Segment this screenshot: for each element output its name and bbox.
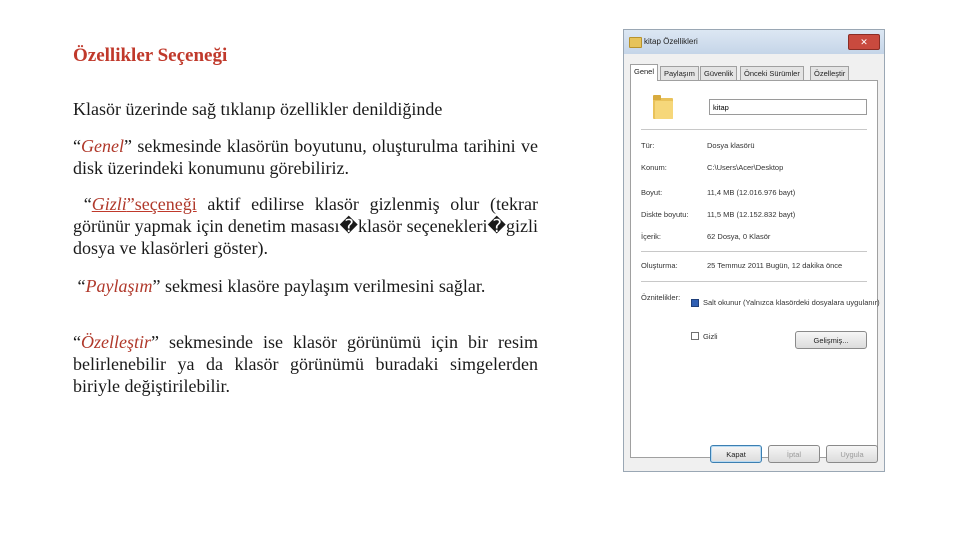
- paragraph-genel: [73, 135, 538, 179]
- term-gizli-suffix: ”seçeneği: [126, 194, 197, 214]
- close-button[interactable]: ✕: [848, 34, 880, 50]
- dialog-title: kitap Özellikleri: [644, 37, 698, 46]
- general-panel: [630, 80, 878, 458]
- paragraph-paylasim: [73, 275, 538, 297]
- tab-sharing[interactable]: Paylaşım: [660, 66, 699, 80]
- type-label: Tür:: [641, 141, 655, 150]
- term-gizli: Gizli: [91, 194, 127, 214]
- divider: [641, 251, 867, 252]
- divider: [641, 129, 867, 130]
- intro-text: Klasör üzerinde sağ tıklanıp özellikler denildiğinde: [73, 99, 443, 119]
- type-value: Dosya klasörü: [707, 141, 755, 150]
- paragraph-gizli: [73, 193, 538, 259]
- location-value: C:\Users\Acer\Desktop: [707, 163, 784, 172]
- hidden-checkbox[interactable]: [691, 332, 699, 340]
- tab-customize[interactable]: Özelleştir: [810, 66, 849, 80]
- term-genel: Genel: [81, 136, 124, 156]
- attributes-label: Öznitelikler:: [641, 293, 681, 302]
- tab-general[interactable]: Genel: [630, 64, 658, 81]
- tab-security[interactable]: Güvenlik: [700, 66, 737, 80]
- term-paylasim: Paylaşım: [85, 276, 153, 296]
- ok-button[interactable]: Kapat: [710, 445, 762, 463]
- quote-open: “: [73, 136, 81, 156]
- term-ozellestir: Özelleştir: [81, 332, 151, 352]
- apply-button[interactable]: Uygula: [826, 445, 878, 463]
- folder-name-input[interactable]: [709, 99, 867, 115]
- paragraph-genel-text: ” sekmesinde klasörün boyutunu, oluşturulma tarihini ve disk üzerindeki konumunu görebiliriz.: [73, 136, 538, 178]
- paragraph-ozellestir-text: ” sekmesinde ise klasör görünümü için bir resim belirlenebilir ya da klasör görünümü buradaki simgelerden biriyle değiştirilebilir.: [73, 332, 538, 396]
- paragraph-paylasim-text: ” sekmesi klasöre paylaşım verilmesini sağlar.: [152, 276, 486, 296]
- quote-open: “: [83, 194, 92, 214]
- paragraph-ozellestir: [73, 331, 538, 397]
- advanced-button[interactable]: Gelişmiş...: [795, 331, 867, 349]
- location-label: Konum:: [641, 163, 667, 172]
- contents-value: 62 Dosya, 0 Klasör: [707, 232, 771, 241]
- cancel-button[interactable]: İptal: [768, 445, 820, 463]
- dialog-titlebar[interactable]: [624, 30, 884, 54]
- size-on-disk-value: 11,5 MB (12.152.832 bayt): [707, 210, 796, 219]
- paragraph-gizli-text: aktif edilirse klasör gizlenmiş olur (tekrar görünür yapmak için denetim masası�klasör seçenekleri�gizli dosya ve klasörleri göster).: [73, 194, 538, 258]
- created-value: 25 Temmuz 2011 Bugün, 12 dakika önce: [707, 261, 843, 270]
- properties-dialog: [623, 29, 885, 472]
- quote-open: “: [77, 276, 86, 296]
- created-label: Oluşturma:: [641, 261, 678, 270]
- divider: [641, 281, 867, 282]
- folder-icon: [653, 95, 673, 119]
- folder-icon: [629, 37, 642, 48]
- tab-bar: [630, 64, 878, 80]
- readonly-label: Salt okunur (Yalnızca klasördeki dosyalara uygulanır): [703, 298, 880, 307]
- readonly-checkbox[interactable]: [691, 299, 699, 307]
- contents-label: İçerik:: [641, 232, 662, 241]
- slide-title: Özellikler Seçeneği: [73, 45, 228, 66]
- quote-open: “: [73, 332, 81, 352]
- size-value: 11,4 MB (12.016.976 bayt): [707, 188, 796, 197]
- tab-previous-versions[interactable]: Önceki Sürümler: [740, 66, 804, 80]
- size-label: Boyut:: [641, 188, 663, 197]
- hidden-label: Gizli: [703, 332, 718, 341]
- size-on-disk-label: Diskte boyutu:: [641, 210, 689, 219]
